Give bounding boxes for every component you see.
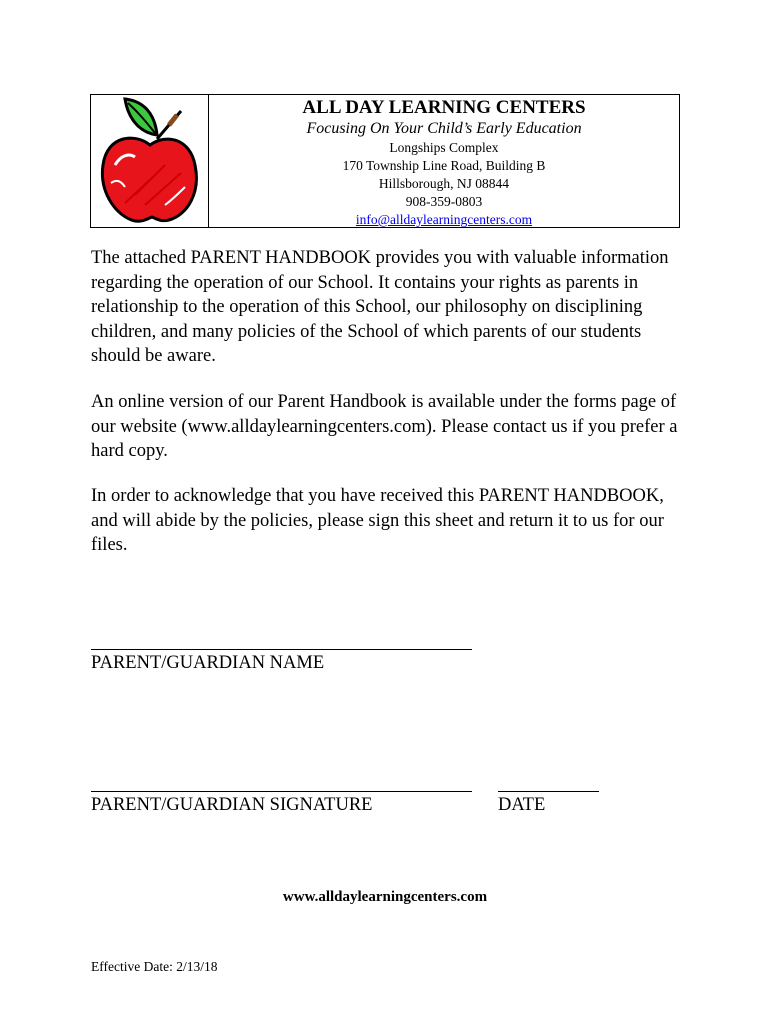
org-name: ALL DAY LEARNING CENTERS: [302, 97, 586, 118]
online-version-paragraph: An online version of our Parent Handbook is available under the forms page of our website (www.alldaylearningcenters.com). Please contact us if you prefer a hard copy.: [91, 392, 678, 461]
acknowledgement-paragraph: In order to acknowledge that you have received this PARENT HANDBOOK, and will abide by the policies, please sign this sheet and return it to us for our files.: [91, 486, 664, 555]
address-line-2: 170 Township Line Road, Building B: [342, 158, 546, 173]
intro-paragraph: The attached PARENT HANDBOOK provides you with valuable information regarding the operation of our School. It contains your rights as parents in relationship to the operation of this School, our philosophy on disciplining children, and many policies of the School of which parents of our students should be aware.: [91, 248, 669, 366]
name-field-line[interactable]: [91, 649, 472, 650]
address-line-3: Hillsborough, NJ 08844: [378, 176, 510, 191]
letterhead: [90, 94, 680, 228]
name-field-label: PARENT/GUARDIAN NAME: [91, 653, 325, 673]
phone-number: 908-359-0803: [405, 194, 483, 209]
date-field-label: DATE: [498, 795, 546, 815]
effective-date: Effective Date: 2/13/18: [91, 959, 218, 974]
signature-field-line[interactable]: [91, 791, 472, 792]
logo-cell: [91, 95, 209, 227]
tagline: Focusing On Your Child’s Early Education: [306, 120, 582, 137]
apple-icon: [95, 95, 205, 225]
email-link[interactable]: info@alldaylearningcenters.com: [355, 212, 533, 227]
date-field-line[interactable]: [498, 791, 599, 792]
footer-website[interactable]: www.alldaylearningcenters.com: [282, 889, 488, 905]
address-line-1: Longships Complex: [389, 140, 499, 155]
signature-field-label: PARENT/GUARDIAN SIGNATURE: [91, 795, 373, 815]
contact-info: [209, 95, 679, 227]
